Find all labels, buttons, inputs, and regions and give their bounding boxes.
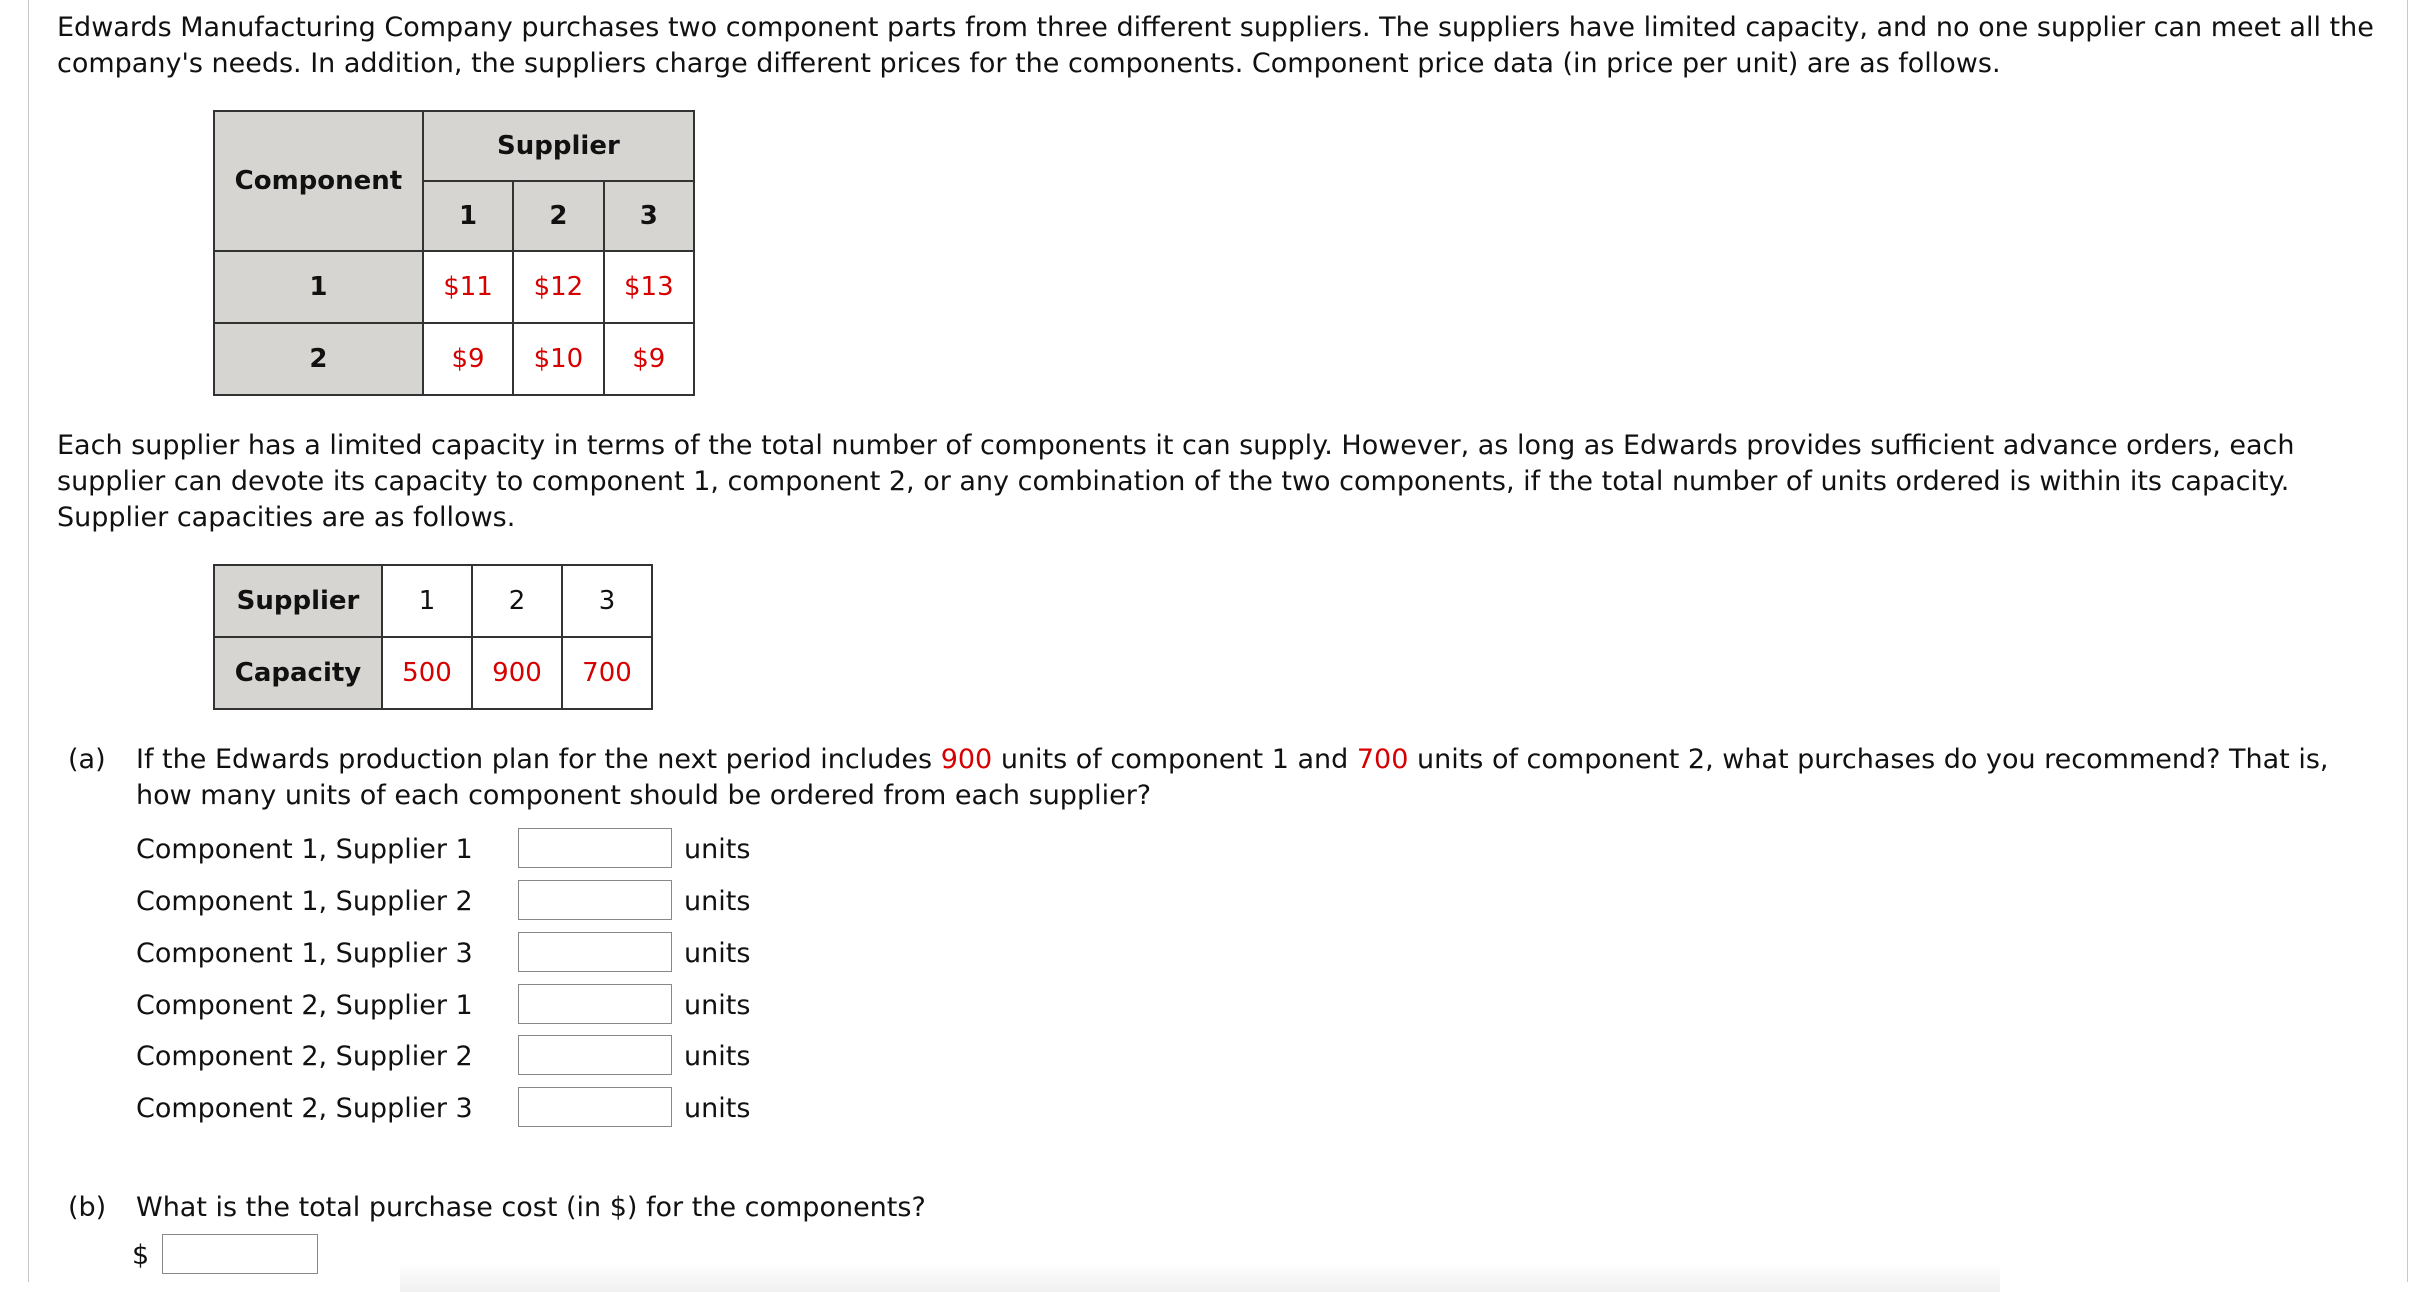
price-c1-s1: $11 bbox=[423, 251, 513, 323]
component-row-2: 2 bbox=[214, 323, 423, 395]
c2-s1-input[interactable] bbox=[518, 984, 672, 1024]
unit-label: units bbox=[684, 990, 751, 1021]
capacity-s1: 500 bbox=[382, 637, 472, 709]
c2-s3-input[interactable] bbox=[518, 1087, 672, 1127]
total-cost-input[interactable] bbox=[162, 1234, 318, 1274]
c2-s2-input[interactable] bbox=[518, 1035, 672, 1075]
price-c2-s3: $9 bbox=[604, 323, 694, 395]
price-c2-s1: $9 bbox=[423, 323, 513, 395]
price-c1-s3: $13 bbox=[604, 251, 694, 323]
cap-supplier-2: 2 bbox=[472, 565, 562, 637]
capacity-paragraph bbox=[57, 428, 2377, 536]
part-a-text: If the Edwards production plan for the next period includes 900 units of component 1 and 700 units of component 2, what purchases do you recommend? That is, how many units of each component should be ordered from each supplier? bbox=[136, 744, 2329, 811]
unit-label: units bbox=[684, 938, 751, 969]
capacity-s3: 700 bbox=[562, 637, 652, 709]
answer-row-label: Component 2, Supplier 2 bbox=[136, 1041, 473, 1072]
price-c2-s2: $10 bbox=[513, 323, 603, 395]
capacity-table bbox=[213, 564, 653, 710]
part-b-text: What is the total purchase cost (in $) for the components? bbox=[136, 1192, 926, 1223]
c1-s3-input[interactable] bbox=[518, 932, 672, 972]
answer-row-label: Component 1, Supplier 1 bbox=[136, 834, 473, 865]
cap-supplier-header: Supplier bbox=[214, 565, 382, 637]
price-c1-s2: $12 bbox=[513, 251, 603, 323]
cap-capacity-header: Capacity bbox=[214, 637, 382, 709]
unit-label: units bbox=[684, 834, 751, 865]
answer-row-label: Component 2, Supplier 3 bbox=[136, 1093, 473, 1124]
supplier-col-1: 1 bbox=[423, 181, 513, 251]
unit-label: units bbox=[684, 1041, 751, 1072]
component-header: Component bbox=[214, 111, 423, 251]
intro-paragraph bbox=[57, 10, 2377, 82]
supplier-col-2: 2 bbox=[513, 181, 603, 251]
cap-supplier-3: 3 bbox=[562, 565, 652, 637]
qty-component-2: 700 bbox=[1356, 744, 1409, 775]
unit-label: units bbox=[684, 886, 751, 917]
c1-s1-input[interactable] bbox=[518, 828, 672, 868]
unit-label: units bbox=[684, 1093, 751, 1124]
intro-text: Edwards Manufacturing Company purchases two component parts from three different suppliers. The suppliers have limited capacity, and no one supplier can meet all the company's needs. In addition, the suppliers charge different prices for the components. Component price data (in price per unit) are as follows. bbox=[57, 12, 2374, 79]
answer-row-label: Component 1, Supplier 2 bbox=[136, 886, 473, 917]
answer-row-label: Component 2, Supplier 1 bbox=[136, 990, 473, 1021]
capacity-s2: 900 bbox=[472, 637, 562, 709]
part-b-label: (b) bbox=[68, 1192, 107, 1223]
qty-component-1: 900 bbox=[940, 744, 993, 775]
supplier-col-3: 3 bbox=[604, 181, 694, 251]
c1-s2-input[interactable] bbox=[518, 880, 672, 920]
price-table bbox=[213, 110, 695, 396]
currency-symbol: $ bbox=[132, 1240, 150, 1271]
capacity-text: Each supplier has a limited capacity in terms of the total number of components it can supply. However, as long as Edwards provides sufficient advance orders, each supplier can devote its capacity to component 1, component 2, or any combination of the two components, if the total number of units ordered is within its capacity. Supplier capacities are as follows. bbox=[57, 430, 2295, 533]
cap-supplier-1: 1 bbox=[382, 565, 472, 637]
answer-row-label: Component 1, Supplier 3 bbox=[136, 938, 473, 969]
part-a-label: (a) bbox=[68, 744, 106, 775]
footer-shadow bbox=[400, 1262, 2000, 1292]
supplier-header: Supplier bbox=[423, 111, 694, 181]
component-row-1: 1 bbox=[214, 251, 423, 323]
